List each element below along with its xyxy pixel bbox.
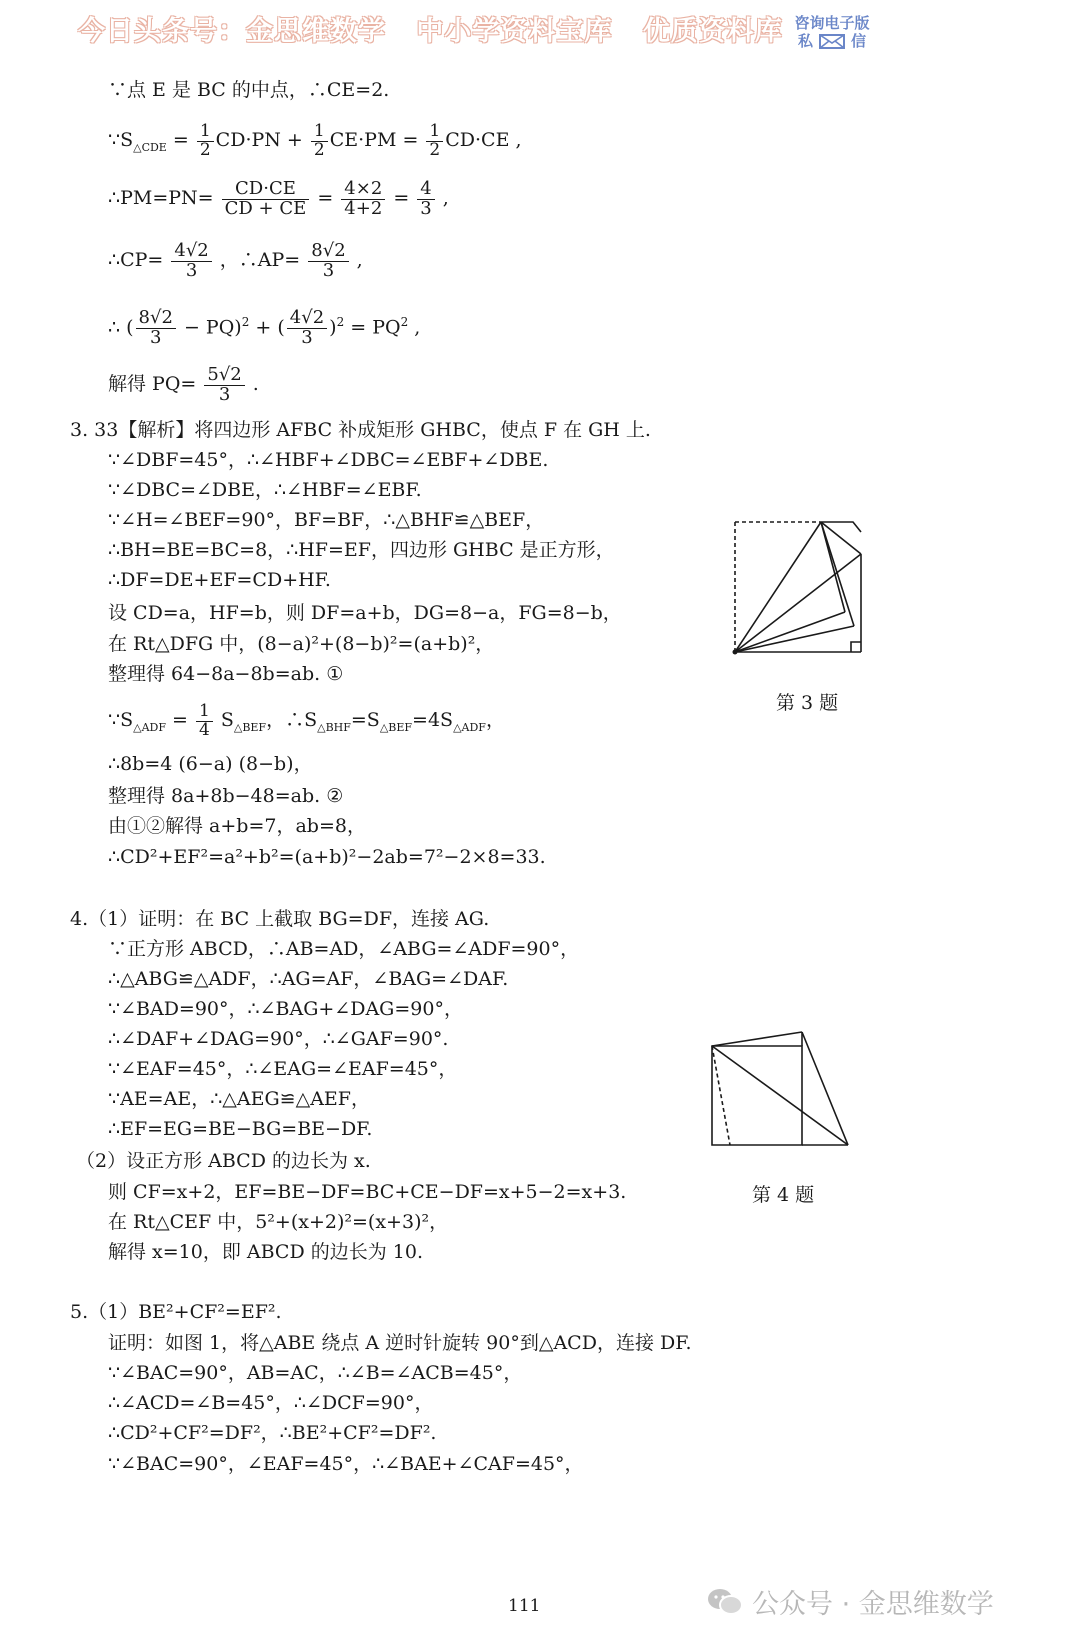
subscript: △ADF	[453, 720, 486, 734]
text-run: .	[246, 373, 259, 395]
numerator: 8√2	[136, 309, 176, 329]
proof-line	[108, 238, 363, 282]
fraction	[287, 306, 327, 348]
contact-label: 信	[851, 32, 867, 50]
proof-line	[108, 300, 421, 348]
brand-text: 公众号 · 金思维数学	[752, 1589, 994, 1620]
watermark-contact	[792, 14, 872, 50]
brand-mark	[706, 1582, 994, 1621]
vertex-b	[733, 650, 738, 655]
page-number: 111	[508, 1596, 541, 1616]
edge-fd	[821, 522, 854, 626]
edge-bf	[735, 522, 821, 652]
numerator: 4×2	[341, 180, 385, 200]
text-run: ，	[485, 709, 505, 731]
denominator: 4+2	[344, 197, 383, 219]
proof-line	[108, 120, 522, 160]
proof-line: ∵∠H=∠BEF=90°，BF=BF，∴△BHF≌△BEF，	[108, 509, 545, 531]
proof-line: ∵正方形 ABCD，∴AB=AD，∠ABG=∠ADF=90°，	[108, 938, 580, 960]
numerator: 4	[417, 180, 434, 200]
denominator: 2	[313, 139, 325, 160]
question-heading: 4.（1）证明：在 BC 上截取 BG=DF，连接 AG.	[70, 908, 490, 930]
question-part-heading: （2）设正方形 ABCD 的边长为 x.	[76, 1150, 371, 1172]
watermark-segment: 中小学资料宝库	[416, 16, 613, 47]
proof-line: 由①②解得 a+b=7，ab=8，	[108, 815, 366, 837]
figure-3	[715, 500, 885, 680]
denominator: 3	[301, 326, 313, 348]
proof-line: ∵AE=AE，∴△AEG≌△AEF，	[108, 1088, 370, 1110]
numerator: 1	[311, 123, 328, 142]
text-run: CD·PN +	[215, 129, 309, 151]
chat-icon	[706, 1586, 744, 1618]
watermark-banner	[78, 10, 803, 54]
fraction	[426, 120, 443, 160]
figure-caption: 第 4 题	[752, 1184, 815, 1206]
denominator: 4	[198, 719, 210, 740]
denominator: 3	[150, 326, 162, 348]
numerator: CD·CE	[222, 180, 310, 200]
proof-line	[108, 176, 449, 220]
fraction	[197, 120, 214, 160]
dashed-edge-ag	[712, 1046, 730, 1145]
text-run: ∴PM=PN=	[108, 187, 220, 209]
proof-line: ∵点 E 是 BC 的中点，∴CE=2.	[108, 79, 390, 101]
fraction	[308, 239, 348, 281]
proof-line: ∴∠DAF+∠DAG=90°，∴∠GAF=90°.	[108, 1028, 449, 1050]
edge-af	[712, 1032, 802, 1046]
text-run: ∴ (	[108, 316, 134, 339]
text-run: ∵S	[108, 709, 134, 731]
proof-line: ∵∠EAF=45°，∴∠EAG=∠EAF=45°，	[108, 1058, 458, 1080]
text-run: ∵S	[108, 129, 134, 151]
numerator: 1	[197, 123, 214, 142]
text-run: ，∴AP=	[213, 249, 307, 271]
proof-line: ∴CD²+EF²=a²+b²=(a+b)²−2ab=7²−2×8=33.	[108, 846, 546, 868]
text-run: − PQ)	[177, 316, 242, 339]
text-run: =	[166, 129, 195, 151]
subscript: △BEF	[379, 720, 413, 734]
text-run: ,	[350, 249, 363, 271]
proof-line: 证明：如图 1，将△ABE 绕点 A 逆时针旋转 90°到△ACD，连接 DF.	[108, 1332, 692, 1354]
proof-line: ∵∠BAC=90°，AB=AC，∴∠B=∠ACB=45°，	[108, 1362, 523, 1384]
fraction	[311, 120, 328, 160]
text-run: = PQ	[344, 316, 401, 339]
numerator: 4√2	[171, 242, 211, 262]
proof-line: ∵∠DBF=45°，∴∠HBF+∠DBC=∠EBF+∠DBE.	[108, 449, 549, 471]
proof-line: 整理得 8a+8b−48=ab. ②	[108, 785, 344, 807]
subscript: △CDE	[133, 140, 167, 154]
proof-line: 在 Rt△DFG 中，(8−a)²+(8−b)²=(a+b)²，	[108, 633, 495, 655]
proof-line: ∴8b=4 (6−a) (8−b)，	[108, 753, 313, 775]
question-heading: 5.（1）BE²+CF²=EF².	[70, 1301, 282, 1323]
text-run: ,	[408, 316, 421, 339]
text-run: CD·CE ,	[445, 129, 522, 151]
text-run: S	[214, 709, 234, 731]
numerator: 1	[196, 703, 213, 722]
denominator: 3	[322, 259, 335, 281]
proof-line	[108, 362, 259, 406]
subscript: △BHF	[317, 720, 351, 734]
proof-line: 则 CF=x+2，EF=BE−DF=BC+CE−DF=x+5−2=x+3.	[108, 1181, 627, 1203]
watermark-segment: 今日头条号：金思维数学	[78, 16, 386, 47]
fraction	[341, 177, 385, 219]
denominator: CD + CE	[224, 197, 307, 219]
numerator: 5√2	[204, 366, 244, 386]
proof-line: ∴∠ACD=∠B=45°，∴∠DCF=90°，	[108, 1392, 434, 1414]
denominator: 2	[199, 139, 211, 160]
proof-line: 设 CD=a，HF=b，则 DF=a+b，DG=8−a，FG=8−b，	[108, 602, 622, 624]
proof-line: ∴BH=BE=BC=8，∴HF=EF，四边形 GHBC 是正方形，	[108, 539, 615, 561]
contact-label: 私	[797, 32, 813, 50]
mail-icon	[819, 34, 845, 49]
figure-caption: 第 3 题	[776, 692, 839, 714]
proof-line: 在 Rt△CEF 中，5²+(x+2)²=(x+3)²，	[108, 1211, 449, 1233]
denominator: 3	[420, 197, 432, 219]
proof-line: ∵∠DBC=∠DBE，∴∠HBF=∠EBF.	[108, 479, 422, 501]
proof-line: 整理得 64−8a−8b=ab. ①	[108, 663, 344, 685]
text-run: =	[165, 709, 194, 731]
text-run: )	[329, 316, 337, 339]
numerator: 4√2	[287, 309, 327, 329]
text-run: =	[387, 187, 416, 209]
fraction	[417, 177, 434, 219]
text-run: 解得 PQ=	[108, 373, 203, 395]
question-heading: 3. 33【解析】将四边形 AFBC 补成矩形 GHBC，使点 F 在 GH 上.	[70, 419, 651, 441]
edge-af	[821, 522, 861, 554]
text-run: ,	[436, 187, 449, 209]
text-run: ，∴S	[266, 709, 318, 731]
subscript: △BEF	[233, 720, 267, 734]
proof-line: ∴CD²+CF²=DF²，∴BE²+CF²=DF².	[108, 1422, 437, 1444]
numerator: 1	[426, 123, 443, 142]
right-angle-c	[851, 642, 861, 652]
numerator: 8√2	[308, 242, 348, 262]
proof-line: ∴DF=DE+EF=CD+HF.	[108, 569, 331, 591]
fraction	[222, 177, 310, 219]
text-run: =4S	[412, 709, 454, 731]
fraction	[204, 363, 244, 405]
text-run: CE·PM =	[329, 129, 425, 151]
proof-line: ∴△ABG≌△ADF，∴AG=AF，∠BAG=∠DAF.	[108, 968, 509, 990]
square-abcd	[712, 1046, 802, 1145]
denominator: 3	[218, 383, 231, 405]
proof-line: ∵∠BAD=90°，∴∠BAG+∠DAG=90°，	[108, 998, 463, 1020]
text-run: =S	[350, 709, 380, 731]
denominator: 2	[429, 139, 441, 160]
text-run: =	[311, 187, 340, 209]
proof-line: 解得 x=10，即 ABCD 的边长为 10.	[108, 1241, 423, 1263]
fraction	[196, 700, 213, 740]
watermark-segment: 优质资料库	[642, 16, 783, 47]
superscript: 2	[336, 315, 345, 329]
fraction	[171, 239, 211, 281]
subscript: △ADF	[133, 720, 166, 734]
proof-line: ∴EF=EG=BE−BG=BE−DF.	[108, 1118, 373, 1140]
superscript: 2	[400, 315, 409, 329]
proof-line	[108, 698, 505, 742]
fraction	[136, 306, 176, 348]
figure-4	[690, 1010, 870, 1170]
text-run: + (	[249, 316, 285, 339]
proof-line: ∵∠BAC=90°，∠EAF=45°，∴∠BAE+∠CAF=45°，	[108, 1453, 584, 1475]
superscript: 2	[241, 315, 250, 329]
contact-line: 咨询电子版	[794, 14, 870, 32]
denominator: 3	[185, 259, 198, 281]
text-run: ∴CP=	[108, 249, 170, 271]
